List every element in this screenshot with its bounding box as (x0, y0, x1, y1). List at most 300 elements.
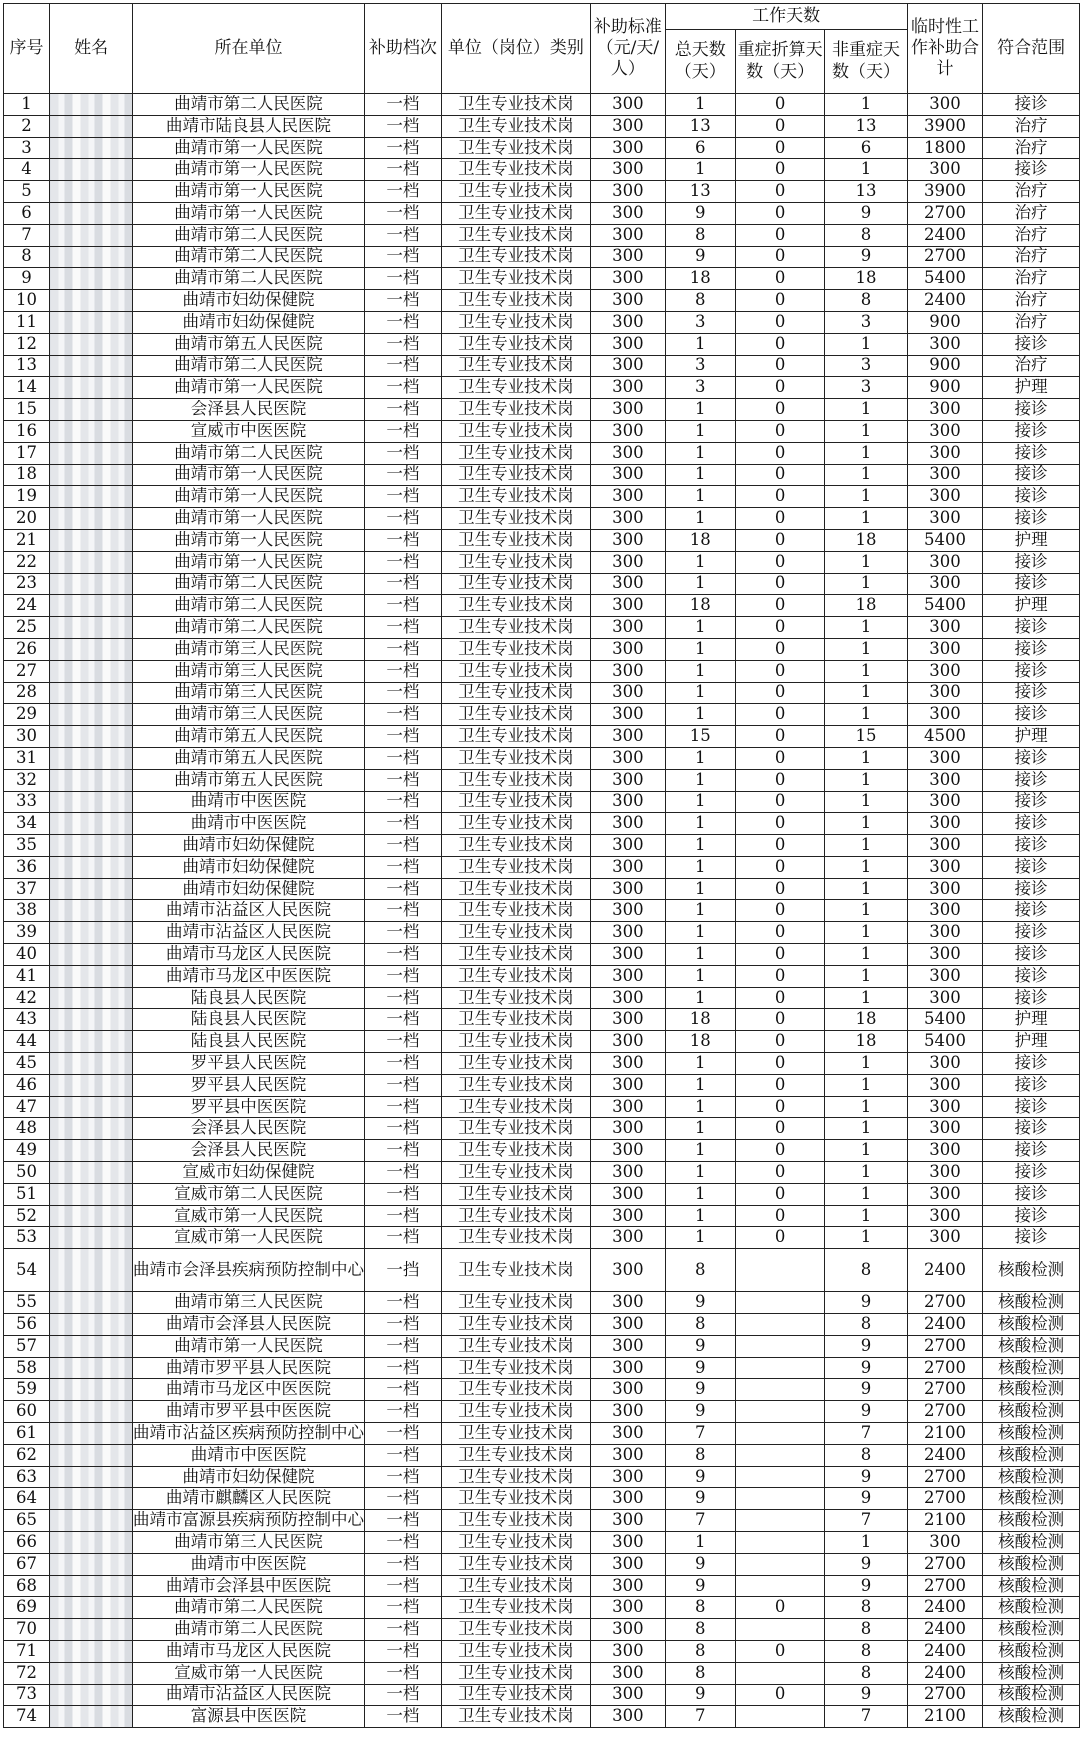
cell-category: 卫生专业技术岗 (441, 595, 590, 617)
table-row (4, 660, 1080, 682)
cell-nonsevere-days: 1 (825, 1118, 908, 1140)
cell-unit: 曲靖市第二人民医院 (133, 442, 365, 464)
header-category: 单位（岗位）类别 (441, 4, 590, 94)
cell-unit: 曲靖市罗平县中医医院 (133, 1401, 365, 1423)
table-row (4, 420, 1080, 442)
cell-scope: 核酸检测 (983, 1314, 1080, 1336)
cell-category: 卫生专业技术岗 (441, 856, 590, 878)
cell-total-days: 9 (665, 1553, 736, 1575)
cell-total-days: 9 (665, 1357, 736, 1379)
cell-unit: 曲靖市第一人民医院 (133, 464, 365, 486)
table-row (4, 1314, 1080, 1336)
cell-nonsevere-days: 8 (825, 1314, 908, 1336)
cell-nonsevere-days: 1 (825, 1205, 908, 1227)
cell-standard: 300 (591, 1488, 665, 1510)
cell-total-days: 1 (665, 769, 736, 791)
cell-total-days: 7 (665, 1423, 736, 1445)
cell-total-days: 8 (665, 1314, 736, 1336)
cell-name (50, 420, 133, 442)
cell-total-days: 1 (665, 922, 736, 944)
cell-name (50, 1314, 133, 1336)
cell-scope: 接诊 (983, 1140, 1080, 1162)
cell-standard: 300 (591, 1466, 665, 1488)
cell-severe-days: 0 (736, 638, 825, 660)
header-total-days: 总天数（天） (665, 30, 736, 94)
table-row (4, 181, 1080, 203)
cell-scope: 接诊 (983, 464, 1080, 486)
cell-name (50, 965, 133, 987)
cell-standard: 300 (591, 1444, 665, 1466)
cell-name (50, 1466, 133, 1488)
cell-grade: 一档 (365, 1227, 442, 1249)
cell-subtotal: 300 (907, 944, 982, 966)
cell-category: 卫生专业技术岗 (441, 1423, 590, 1445)
cell-category: 卫生专业技术岗 (441, 835, 590, 857)
cell-nonsevere-days: 8 (825, 1619, 908, 1641)
cell-grade: 一档 (365, 1314, 442, 1336)
cell-seq: 12 (4, 333, 50, 355)
cell-seq: 56 (4, 1314, 50, 1336)
cell-subtotal: 2400 (907, 1619, 982, 1641)
cell-name (50, 1597, 133, 1619)
table-row (4, 290, 1080, 312)
cell-standard: 300 (591, 965, 665, 987)
cell-name (50, 1357, 133, 1379)
cell-unit: 曲靖市第二人民医院 (133, 355, 365, 377)
cell-unit: 曲靖市马龙区中医医院 (133, 1379, 365, 1401)
cell-subtotal: 300 (907, 617, 982, 639)
cell-subtotal: 300 (907, 704, 982, 726)
cell-unit: 罗平县人民医院 (133, 1053, 365, 1075)
cell-nonsevere-days: 1 (825, 94, 908, 116)
cell-standard: 300 (591, 1706, 665, 1728)
cell-nonsevere-days: 9 (825, 1553, 908, 1575)
cell-category: 卫生专业技术岗 (441, 1292, 590, 1314)
cell-seq: 50 (4, 1162, 50, 1184)
cell-seq: 25 (4, 617, 50, 639)
table-row (4, 486, 1080, 508)
cell-severe-days: 0 (736, 1162, 825, 1184)
cell-severe-days (736, 1575, 825, 1597)
cell-seq: 35 (4, 835, 50, 857)
cell-standard: 300 (591, 987, 665, 1009)
cell-total-days: 8 (665, 1640, 736, 1662)
cell-scope: 接诊 (983, 486, 1080, 508)
cell-category: 卫生专业技术岗 (441, 1466, 590, 1488)
cell-severe-days: 0 (736, 181, 825, 203)
cell-grade: 一档 (365, 1140, 442, 1162)
cell-unit: 曲靖市妇幼保健院 (133, 290, 365, 312)
table-row (4, 682, 1080, 704)
cell-seq: 10 (4, 290, 50, 312)
cell-name (50, 1379, 133, 1401)
cell-unit: 曲靖市第一人民医院 (133, 377, 365, 399)
cell-scope: 接诊 (983, 878, 1080, 900)
cell-grade: 一档 (365, 922, 442, 944)
cell-seq: 66 (4, 1532, 50, 1554)
cell-total-days: 1 (665, 1227, 736, 1249)
cell-total-days: 1 (665, 486, 736, 508)
cell-nonsevere-days: 9 (825, 1575, 908, 1597)
cell-total-days: 1 (665, 1162, 736, 1184)
cell-scope: 治疗 (983, 290, 1080, 312)
cell-grade: 一档 (365, 137, 442, 159)
cell-standard: 300 (591, 1249, 665, 1292)
table-row (4, 965, 1080, 987)
cell-nonsevere-days: 1 (825, 1096, 908, 1118)
cell-category: 卫生专业技术岗 (441, 1379, 590, 1401)
cell-grade: 一档 (365, 791, 442, 813)
cell-category: 卫生专业技术岗 (441, 1706, 590, 1728)
cell-unit: 富源县中医医院 (133, 1706, 365, 1728)
cell-standard: 300 (591, 1053, 665, 1075)
cell-severe-days: 0 (736, 878, 825, 900)
cell-scope: 核酸检测 (983, 1423, 1080, 1445)
cell-unit: 曲靖市中医医院 (133, 1444, 365, 1466)
table-row (4, 1510, 1080, 1532)
table-row (4, 508, 1080, 530)
cell-nonsevere-days: 1 (825, 769, 908, 791)
cell-scope: 接诊 (983, 856, 1080, 878)
cell-severe-days: 0 (736, 595, 825, 617)
cell-scope: 核酸检测 (983, 1357, 1080, 1379)
cell-total-days: 1 (665, 944, 736, 966)
table-row (4, 1140, 1080, 1162)
cell-nonsevere-days: 3 (825, 311, 908, 333)
table-row (4, 1575, 1080, 1597)
cell-unit: 陆良县人民医院 (133, 987, 365, 1009)
cell-seq: 34 (4, 813, 50, 835)
cell-seq: 60 (4, 1401, 50, 1423)
cell-total-days: 1 (665, 1118, 736, 1140)
cell-category: 卫生专业技术岗 (441, 355, 590, 377)
cell-severe-days: 0 (736, 660, 825, 682)
cell-scope: 接诊 (983, 944, 1080, 966)
cell-severe-days: 0 (736, 1640, 825, 1662)
cell-severe-days: 0 (736, 1684, 825, 1706)
cell-grade: 一档 (365, 1444, 442, 1466)
cell-nonsevere-days: 9 (825, 246, 908, 268)
cell-unit: 曲靖市妇幼保健院 (133, 856, 365, 878)
cell-name (50, 595, 133, 617)
cell-total-days: 1 (665, 660, 736, 682)
cell-name (50, 551, 133, 573)
cell-category: 卫生专业技术岗 (441, 1183, 590, 1205)
cell-scope: 接诊 (983, 94, 1080, 116)
cell-unit: 罗平县中医医院 (133, 1096, 365, 1118)
cell-scope: 治疗 (983, 115, 1080, 137)
cell-severe-days: 0 (736, 922, 825, 944)
cell-nonsevere-days: 8 (825, 1640, 908, 1662)
table-row (4, 595, 1080, 617)
cell-severe-days: 0 (736, 377, 825, 399)
cell-name (50, 1662, 133, 1684)
cell-unit: 曲靖市陆良县人民医院 (133, 115, 365, 137)
cell-grade: 一档 (365, 1292, 442, 1314)
cell-subtotal: 5400 (907, 529, 982, 551)
cell-severe-days: 0 (736, 987, 825, 1009)
cell-seq: 72 (4, 1662, 50, 1684)
cell-nonsevere-days: 1 (825, 660, 908, 682)
cell-standard: 300 (591, 486, 665, 508)
header-name: 姓名 (50, 4, 133, 94)
cell-grade: 一档 (365, 181, 442, 203)
cell-seq: 36 (4, 856, 50, 878)
cell-category: 卫生专业技术岗 (441, 1074, 590, 1096)
cell-total-days: 1 (665, 1183, 736, 1205)
cell-seq: 24 (4, 595, 50, 617)
cell-nonsevere-days: 6 (825, 137, 908, 159)
cell-seq: 42 (4, 987, 50, 1009)
cell-scope: 核酸检测 (983, 1401, 1080, 1423)
cell-severe-days (736, 1379, 825, 1401)
cell-name (50, 529, 133, 551)
cell-nonsevere-days: 1 (825, 551, 908, 573)
cell-total-days: 6 (665, 137, 736, 159)
cell-subtotal: 300 (907, 878, 982, 900)
cell-seq: 30 (4, 726, 50, 748)
table-row (4, 573, 1080, 595)
cell-name (50, 508, 133, 530)
cell-category: 卫生专业技术岗 (441, 1684, 590, 1706)
cell-category: 卫生专业技术岗 (441, 1162, 590, 1184)
cell-name (50, 290, 133, 312)
cell-standard: 300 (591, 399, 665, 421)
cell-scope: 护理 (983, 377, 1080, 399)
cell-category: 卫生专业技术岗 (441, 660, 590, 682)
cell-grade: 一档 (365, 747, 442, 769)
cell-unit: 宣威市第一人民医院 (133, 1227, 365, 1249)
cell-severe-days: 0 (736, 464, 825, 486)
cell-category: 卫生专业技术岗 (441, 442, 590, 464)
table-row (4, 1488, 1080, 1510)
cell-severe-days (736, 1532, 825, 1554)
cell-grade: 一档 (365, 878, 442, 900)
cell-name (50, 573, 133, 595)
cell-category: 卫生专业技术岗 (441, 137, 590, 159)
cell-total-days: 1 (665, 878, 736, 900)
cell-severe-days: 0 (736, 1597, 825, 1619)
cell-scope: 接诊 (983, 922, 1080, 944)
cell-standard: 300 (591, 1553, 665, 1575)
cell-unit: 曲靖市沾益区人民医院 (133, 922, 365, 944)
subsidy-table (3, 3, 1080, 1728)
cell-unit: 曲靖市第一人民医院 (133, 137, 365, 159)
cell-subtotal: 300 (907, 1532, 982, 1554)
cell-seq: 38 (4, 900, 50, 922)
cell-scope: 接诊 (983, 333, 1080, 355)
cell-category: 卫生专业技术岗 (441, 159, 590, 181)
cell-unit: 宣威市中医医院 (133, 420, 365, 442)
cell-seq: 45 (4, 1053, 50, 1075)
cell-standard: 300 (591, 747, 665, 769)
cell-severe-days: 0 (736, 442, 825, 464)
cell-subtotal: 300 (907, 900, 982, 922)
cell-unit: 曲靖市第二人民医院 (133, 573, 365, 595)
cell-scope: 核酸检测 (983, 1553, 1080, 1575)
table-row (4, 900, 1080, 922)
cell-subtotal: 300 (907, 922, 982, 944)
cell-name (50, 922, 133, 944)
cell-subtotal: 300 (907, 1227, 982, 1249)
cell-grade: 一档 (365, 1488, 442, 1510)
cell-name (50, 1335, 133, 1357)
cell-unit: 曲靖市第三人民医院 (133, 704, 365, 726)
cell-name (50, 1684, 133, 1706)
cell-standard: 300 (591, 617, 665, 639)
cell-standard: 300 (591, 660, 665, 682)
cell-standard: 300 (591, 1640, 665, 1662)
cell-scope: 治疗 (983, 246, 1080, 268)
cell-standard: 300 (591, 1379, 665, 1401)
table-row (4, 1684, 1080, 1706)
cell-total-days: 8 (665, 224, 736, 246)
cell-seq: 59 (4, 1379, 50, 1401)
table-row (4, 1619, 1080, 1641)
cell-severe-days (736, 1357, 825, 1379)
cell-category: 卫生专业技术岗 (441, 1031, 590, 1053)
cell-unit: 曲靖市第二人民医院 (133, 224, 365, 246)
cell-subtotal: 300 (907, 1118, 982, 1140)
cell-scope: 接诊 (983, 399, 1080, 421)
cell-category: 卫生专业技术岗 (441, 1401, 590, 1423)
cell-grade: 一档 (365, 856, 442, 878)
cell-severe-days: 0 (736, 115, 825, 137)
cell-scope: 接诊 (983, 442, 1080, 464)
table-row (4, 1205, 1080, 1227)
cell-standard: 300 (591, 529, 665, 551)
cell-category: 卫生专业技术岗 (441, 94, 590, 116)
cell-subtotal: 2400 (907, 224, 982, 246)
cell-grade: 一档 (365, 159, 442, 181)
cell-scope: 接诊 (983, 638, 1080, 660)
cell-name (50, 638, 133, 660)
cell-severe-days: 0 (736, 399, 825, 421)
cell-category: 卫生专业技术岗 (441, 922, 590, 944)
cell-category: 卫生专业技术岗 (441, 290, 590, 312)
cell-grade: 一档 (365, 442, 442, 464)
cell-grade: 一档 (365, 573, 442, 595)
cell-nonsevere-days: 18 (825, 529, 908, 551)
cell-category: 卫生专业技术岗 (441, 1096, 590, 1118)
cell-total-days: 18 (665, 595, 736, 617)
cell-standard: 300 (591, 246, 665, 268)
cell-subtotal: 300 (907, 333, 982, 355)
cell-name (50, 1205, 133, 1227)
cell-total-days: 8 (665, 1662, 736, 1684)
cell-unit-text: 曲靖市富源县疾病预防控制中心 (133, 1511, 365, 1530)
cell-category: 卫生专业技术岗 (441, 944, 590, 966)
cell-standard: 300 (591, 944, 665, 966)
table-row (4, 551, 1080, 573)
cell-category: 卫生专业技术岗 (441, 573, 590, 595)
cell-name (50, 1227, 133, 1249)
cell-standard: 300 (591, 813, 665, 835)
table-row (4, 1401, 1080, 1423)
cell-grade: 一档 (365, 508, 442, 530)
cell-category: 卫生专业技术岗 (441, 1532, 590, 1554)
table-row (4, 922, 1080, 944)
cell-category: 卫生专业技术岗 (441, 900, 590, 922)
cell-nonsevere-days: 1 (825, 617, 908, 639)
cell-subtotal: 300 (907, 442, 982, 464)
cell-standard: 300 (591, 355, 665, 377)
cell-grade: 一档 (365, 1640, 442, 1662)
cell-scope: 接诊 (983, 1096, 1080, 1118)
cell-nonsevere-days: 1 (825, 333, 908, 355)
cell-subtotal: 1800 (907, 137, 982, 159)
cell-unit: 曲靖市马龙区人民医院 (133, 1640, 365, 1662)
cell-severe-days (736, 1249, 825, 1292)
cell-total-days: 3 (665, 377, 736, 399)
cell-category: 卫生专业技术岗 (441, 726, 590, 748)
cell-nonsevere-days: 1 (825, 791, 908, 813)
cell-severe-days: 0 (736, 159, 825, 181)
cell-severe-days (736, 1510, 825, 1532)
header-nonsevere-days: 非重症天数（天） (825, 30, 908, 94)
table-row (4, 987, 1080, 1009)
cell-unit: 宣威市第二人民医院 (133, 1183, 365, 1205)
cell-category: 卫生专业技术岗 (441, 246, 590, 268)
cell-total-days: 1 (665, 573, 736, 595)
cell-name (50, 682, 133, 704)
cell-standard: 300 (591, 1575, 665, 1597)
cell-subtotal: 300 (907, 94, 982, 116)
cell-standard: 300 (591, 922, 665, 944)
cell-standard: 300 (591, 573, 665, 595)
cell-standard: 300 (591, 159, 665, 181)
cell-standard: 300 (591, 1335, 665, 1357)
cell-total-days: 13 (665, 181, 736, 203)
cell-unit: 曲靖市中医医院 (133, 791, 365, 813)
cell-subtotal: 300 (907, 791, 982, 813)
cell-scope: 接诊 (983, 1074, 1080, 1096)
table-row (4, 246, 1080, 268)
cell-standard: 300 (591, 1423, 665, 1445)
cell-scope: 接诊 (983, 1183, 1080, 1205)
cell-scope: 接诊 (983, 551, 1080, 573)
cell-standard: 300 (591, 202, 665, 224)
cell-name (50, 1096, 133, 1118)
cell-seq: 13 (4, 355, 50, 377)
cell-standard: 300 (591, 638, 665, 660)
cell-category: 卫生专业技术岗 (441, 377, 590, 399)
cell-category: 卫生专业技术岗 (441, 1553, 590, 1575)
table-row (4, 878, 1080, 900)
cell-unit (133, 1510, 365, 1532)
cell-subtotal: 2100 (907, 1423, 982, 1445)
cell-seq: 32 (4, 769, 50, 791)
cell-nonsevere-days: 1 (825, 159, 908, 181)
cell-grade: 一档 (365, 94, 442, 116)
cell-unit: 曲靖市第二人民医院 (133, 268, 365, 290)
cell-unit: 曲靖市第三人民医院 (133, 1292, 365, 1314)
cell-standard: 300 (591, 1162, 665, 1184)
cell-category: 卫生专业技术岗 (441, 420, 590, 442)
cell-severe-days: 0 (736, 1074, 825, 1096)
cell-category: 卫生专业技术岗 (441, 1575, 590, 1597)
cell-category: 卫生专业技术岗 (441, 1444, 590, 1466)
cell-name (50, 1575, 133, 1597)
cell-name (50, 399, 133, 421)
cell-seq: 65 (4, 1510, 50, 1532)
cell-unit: 陆良县人民医院 (133, 1009, 365, 1031)
cell-nonsevere-days: 15 (825, 726, 908, 748)
cell-severe-days: 0 (736, 1096, 825, 1118)
cell-grade: 一档 (365, 726, 442, 748)
cell-total-days: 9 (665, 1379, 736, 1401)
cell-name (50, 377, 133, 399)
